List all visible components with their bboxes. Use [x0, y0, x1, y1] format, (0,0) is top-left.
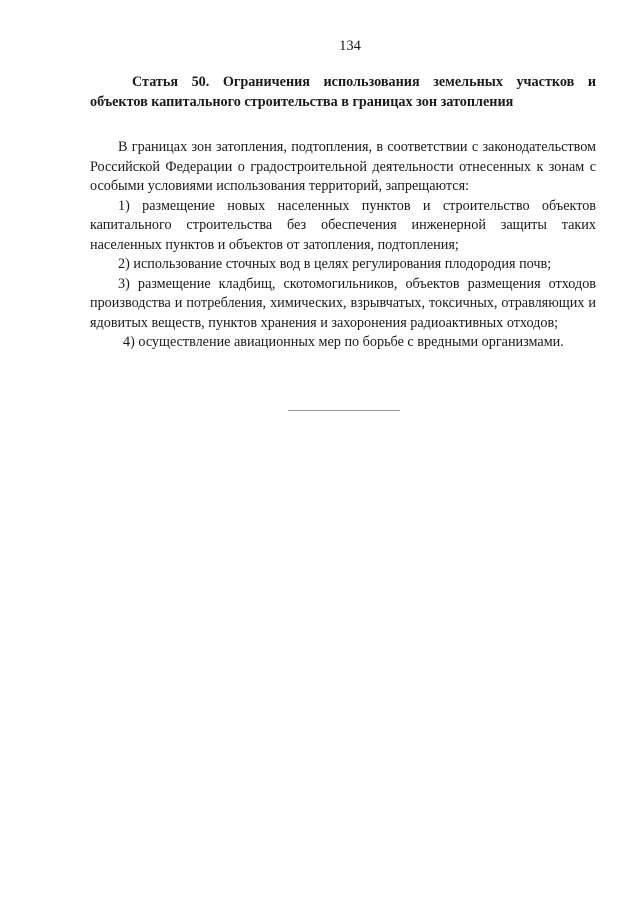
article-heading: Статья 50. Ограничения использования земельных участков и объектов капитального строительства в границах зон затопления — [90, 74, 596, 110]
paragraph-item-1: 1) размещение новых населенных пунктов и строительство объектов капитального строительства без обеспечения инженерной защиты таких населенных пунктов и объектов от затопления, подтопления; — [90, 197, 596, 253]
paragraph-item-2: 2) использование сточных вод в целях регулирования плодородия почв; — [118, 256, 552, 272]
page-number: 134 — [339, 38, 361, 54]
paragraph-item-3: 3) размещение кладбищ, скотомогильников, объектов размещения отходов производства и потребления, химических, взрывчатых, токсичных, отравляющих и ядовитых веществ, пунктов хранения и захоронения радиоактивных отходов; — [90, 275, 596, 331]
section-divider — [288, 410, 400, 411]
paragraph-intro: В границах зон затопления, подтопления, в соответствии с законодательством Российской Федерации о градостроительной деятельности отнесенных к зонам с особыми условиями использования территорий, запрещаются: — [90, 139, 596, 194]
article-body — [90, 138, 596, 353]
paragraph-item-4: 4) осуществление авиационных мер по борьбе с вредными организмами. — [123, 334, 564, 350]
